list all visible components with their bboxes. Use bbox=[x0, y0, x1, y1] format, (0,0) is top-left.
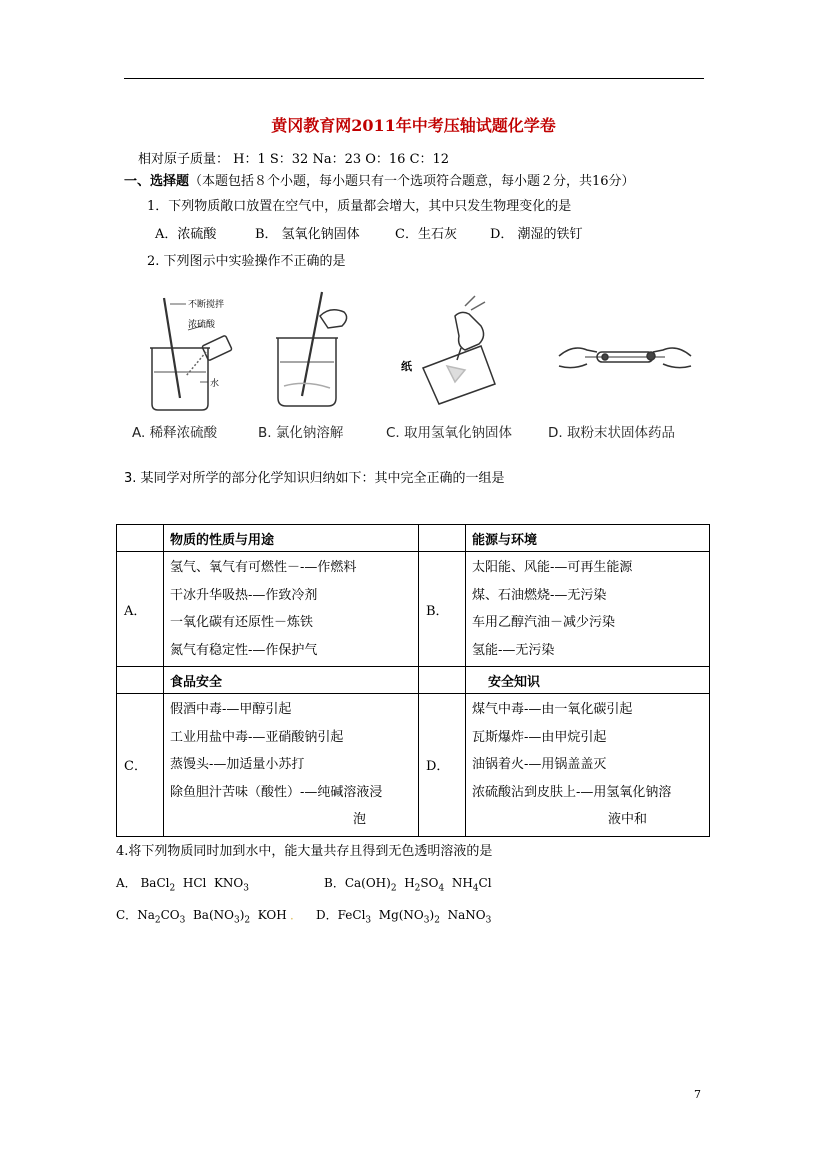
q2-stem: 2. 下列图示中实验操作不正确的是 bbox=[147, 254, 346, 269]
list-item: 氢能-—无污染 bbox=[472, 642, 555, 658]
cell-c-content bbox=[164, 694, 419, 837]
q1-option-b: B． 氢氧化钠固体 bbox=[255, 227, 360, 242]
fig-c-label-paper: 纸 bbox=[401, 360, 412, 373]
cell-d-header: 安全知识 bbox=[466, 667, 710, 694]
q1-option-d: D． 潮湿的铁钉 bbox=[490, 227, 583, 242]
list-item-continuation: 液中和 bbox=[607, 812, 647, 827]
cell-b-content bbox=[466, 552, 710, 667]
list-item: 蒸馒头-—加适量小苏打 bbox=[170, 757, 305, 772]
header-rule bbox=[124, 78, 704, 79]
q2-caption-c: C. 取用氢氧化钠固体 bbox=[386, 425, 513, 441]
figure-a-dilute-acid bbox=[140, 286, 250, 416]
q2-caption-a: A. 稀释浓硫酸 bbox=[132, 425, 218, 441]
figure-d-powder-tube bbox=[555, 286, 695, 416]
knowledge-table bbox=[116, 524, 710, 837]
figure-b-dissolve-salt bbox=[270, 286, 360, 416]
figure-c-naoh-paper bbox=[395, 286, 505, 416]
q4-option-a: A． BaCl$_2$ HCl $KNO_3$ bbox=[116, 876, 249, 894]
section-title: 一、选择题 bbox=[124, 174, 190, 189]
section-description: （本题包括８个小题，每小题只有一个选项符合题意，每小题２分，共16分） bbox=[189, 174, 635, 189]
list-item: 干冰升华吸热-—作致冷剂 bbox=[170, 587, 318, 603]
q2-caption-d: D. 取粉末状固体药品 bbox=[548, 425, 675, 441]
list-item: 假酒中毒-—甲醇引起 bbox=[170, 702, 292, 717]
cell-b-label: B． bbox=[419, 552, 466, 667]
list-item: 工业用盐中毒-—亚硝酸钠引起 bbox=[170, 729, 344, 745]
cell-a-header: 物质的性质与用途 bbox=[164, 525, 419, 552]
page-number: 7 bbox=[694, 1088, 701, 1101]
list-item: 瓦斯爆炸-—由甲烷引起 bbox=[472, 729, 607, 745]
q4-stem: 4.将下列物质同时加到水中，能大量共存且得到无色透明溶液的是 bbox=[116, 844, 493, 859]
list-item: 车用乙醇汽油－减少污染 bbox=[472, 615, 616, 630]
fig-a-label-acid: 浓硫酸 bbox=[188, 320, 216, 330]
q4-option-b: B．$Ca(OH)_2$ $H_2SO_4$ $NH_4Cl$ bbox=[324, 876, 492, 894]
q3-stem: 3. 某同学对所学的部分化学知识归纳如下：其中完全正确的一组是 bbox=[124, 471, 505, 486]
fig-a-label-stir: 不断搅拌 bbox=[188, 300, 225, 310]
cell-b-header: 能源与环境 bbox=[466, 525, 710, 552]
cell-c-label: C． bbox=[117, 694, 164, 837]
decorative-dot: ． bbox=[290, 908, 303, 922]
atomic-mass-line: 相对原子质量： H：1 S：32 Na：23 O：16 C：12 bbox=[138, 152, 450, 167]
q4-option-d: D．FeCl$_3$ $Mg(NO_3)_2$ NaNO$_3$ bbox=[316, 908, 492, 926]
list-item-continuation: 泡 bbox=[352, 812, 366, 827]
list-item: 煤气中毒-—由一氧化碳引起 bbox=[472, 702, 633, 717]
cell-d-content bbox=[466, 694, 710, 837]
q4-option-c: C．$Na_2CO_3$ $Ba(NO_3)_2$ KOH bbox=[116, 908, 287, 926]
list-item: 氢气、氧气有可燃性－-—作燃料 bbox=[170, 560, 357, 575]
list-item: 氮气有稳定性-—作保护气 bbox=[170, 642, 318, 658]
fig-a-label-water: 水 bbox=[210, 379, 220, 389]
table-row bbox=[117, 525, 710, 552]
list-item: 一氧化碳有还原性－炼铁 bbox=[170, 615, 314, 630]
q1-stem: 1．下列物质敞口放置在空气中，质量都会增大，其中只发生物理变化的是 bbox=[147, 199, 572, 214]
section-heading bbox=[124, 170, 635, 189]
q1-option-c: C．生石灰 bbox=[395, 227, 457, 242]
cell-a-content bbox=[164, 552, 419, 667]
list-item: 太阳能、风能-—可再生能源 bbox=[472, 560, 633, 575]
cell-d-label: D． bbox=[419, 694, 466, 837]
list-item: 油锅着火-—用锅盖盖灭 bbox=[472, 757, 607, 772]
list-item: 煤、石油燃烧-—无污染 bbox=[472, 587, 607, 603]
table-row bbox=[117, 667, 710, 694]
table-row bbox=[117, 694, 710, 837]
cell-a-label: A． bbox=[117, 552, 164, 667]
list-item: 浓硫酸沾到皮肤上-—用氢氧化钠溶 bbox=[472, 784, 672, 800]
exam-title: 黄冈教育网2011年中考压轴试题化学卷 bbox=[271, 116, 556, 135]
table-row bbox=[117, 552, 710, 667]
q2-caption-b: B. 氯化钠溶解 bbox=[258, 425, 344, 441]
list-item: 除鱼胆汁苦味（酸性）-—纯碱溶液浸 bbox=[170, 784, 383, 800]
q1-option-a: A．浓硫酸 bbox=[155, 227, 217, 242]
cell-c-header: 食品安全 bbox=[164, 667, 419, 694]
